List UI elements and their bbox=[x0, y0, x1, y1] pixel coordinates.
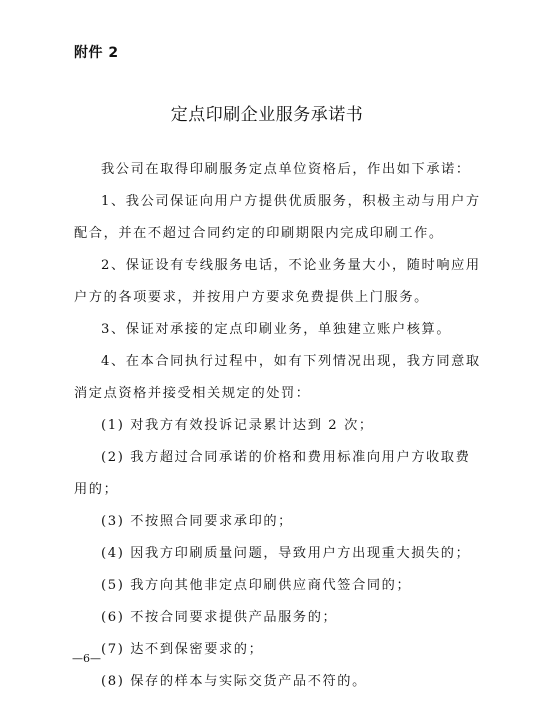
body-line: 2、保证设有专线服务电话，不论业务量大小，随时响应用 bbox=[101, 258, 481, 273]
body-line: (8) 保存的样本与实际交货产品不符的。 bbox=[101, 674, 367, 689]
body-line: 户方的各项要求，并按用户方要求免费提供上门服务。 bbox=[74, 290, 429, 305]
body-line: 配合，并在不超过合同约定的印刷期限内完成印刷工作。 bbox=[74, 226, 444, 241]
body-line: 1、我公司保证向用户方提供优质服务，积极主动与用户方 bbox=[101, 194, 481, 209]
body-line: 3、保证对承接的定点印刷业务，单独建立账户核算。 bbox=[101, 322, 452, 337]
body-line: (7) 达不到保密要求的； bbox=[101, 642, 264, 657]
body-line: (3) 不按照合同要求承印的； bbox=[101, 514, 293, 529]
body-line: (1) 对我方有效投诉记录累计达到 2 次； bbox=[101, 418, 374, 433]
body-line: 4、在本合同执行过程中，如有下列情况出现，我方同意取 bbox=[101, 354, 481, 369]
attachment-label: 附件 2 bbox=[74, 45, 119, 61]
document-body bbox=[74, 154, 481, 698]
body-line: 消定点资格并接受相关规定的处罚： bbox=[74, 386, 311, 401]
body-line: (6) 不按合同要求提供产品服务的； bbox=[101, 610, 338, 625]
body-line: (4) 因我方印刷质量问题，导致用户方出现重大损失的； bbox=[101, 546, 471, 561]
body-line: 用的； bbox=[74, 482, 119, 497]
document-title: 定点印刷企业服务承诺书 bbox=[170, 105, 364, 125]
body-line: 我公司在取得印刷服务定点单位资格后，作出如下承诺： bbox=[101, 162, 471, 177]
page-number: —6— bbox=[72, 652, 101, 665]
body-line: (2) 我方超过合同承诺的价格和费用标准向用户方收取费 bbox=[101, 450, 471, 465]
body-line: (5) 我方向其他非定点印刷供应商代签合同的； bbox=[101, 578, 412, 593]
